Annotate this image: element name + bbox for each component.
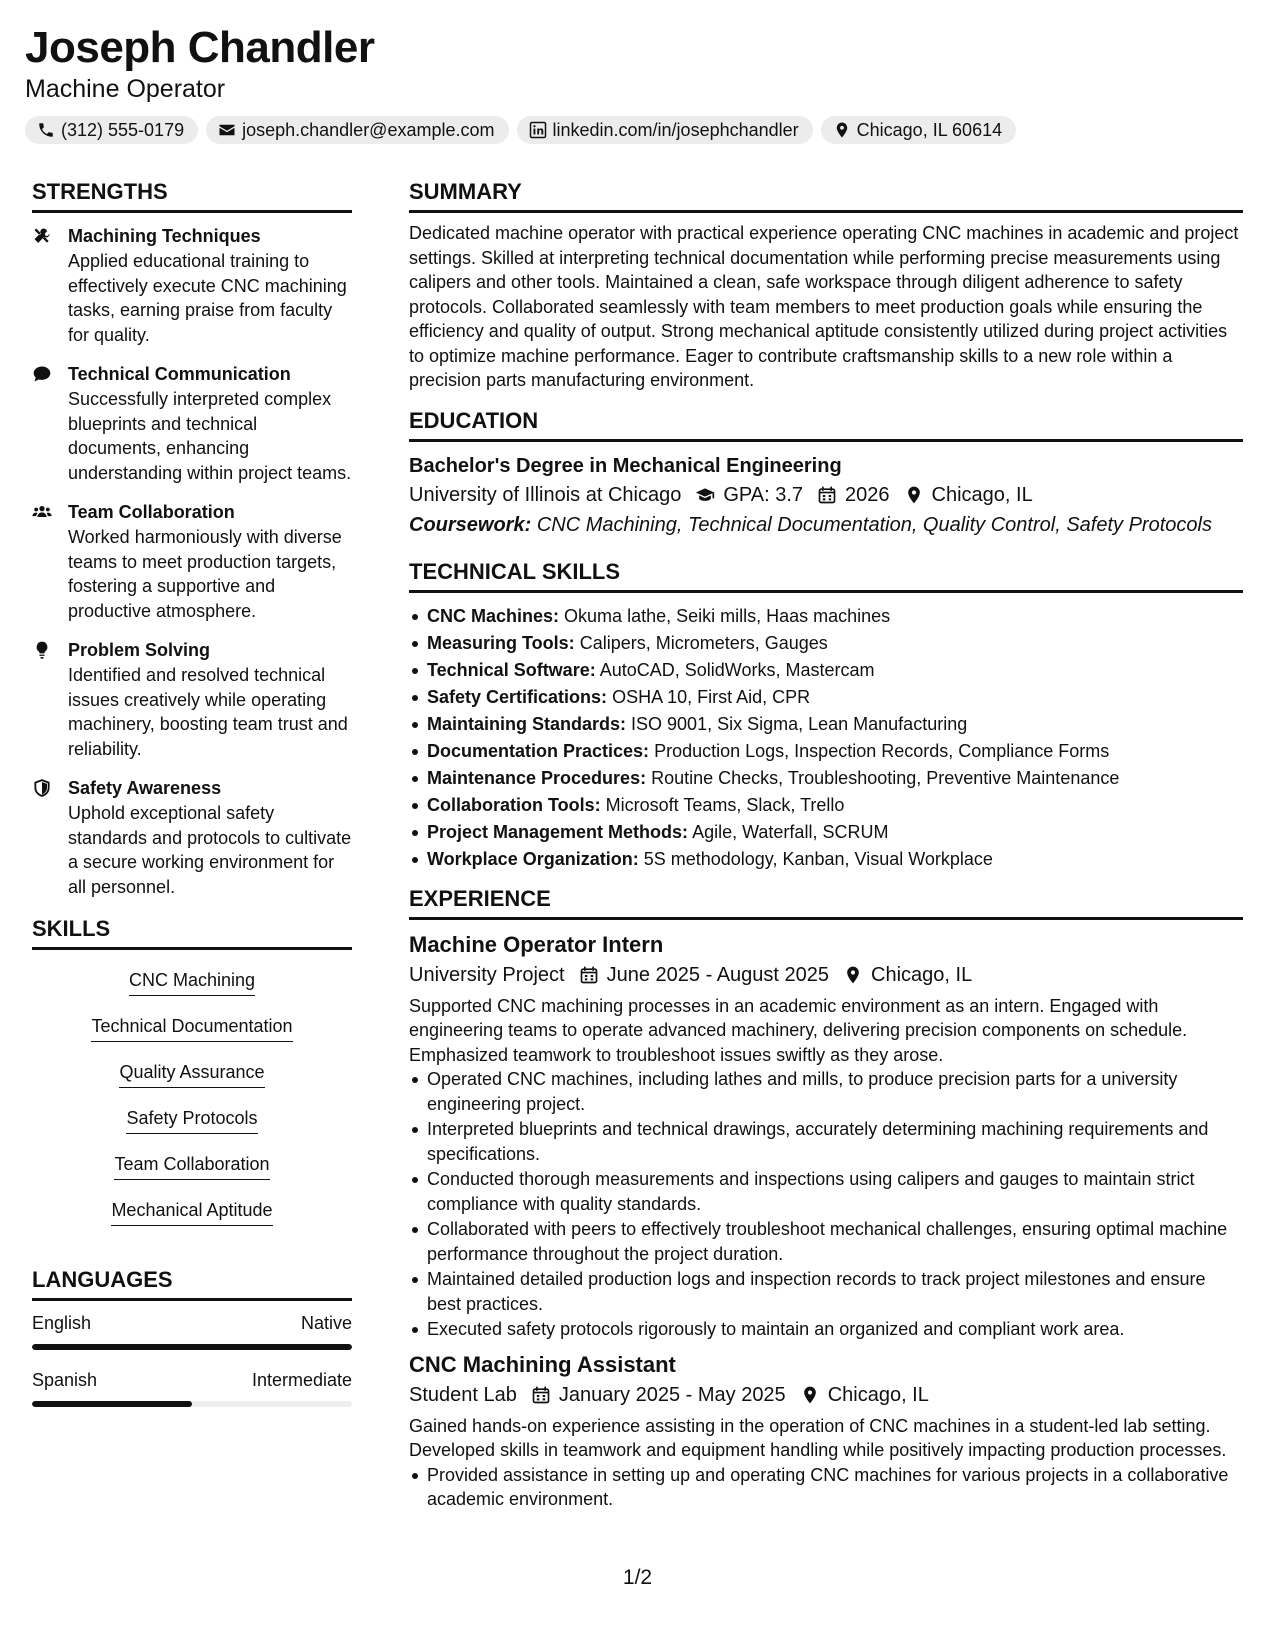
language-name: English — [32, 1313, 92, 1333]
skills-list — [32, 960, 352, 1236]
skill-tag: Technical Documentation — [91, 1013, 292, 1042]
strength-item — [32, 223, 352, 347]
list-item: Interpreted blueprints and technical drawings, accurately determining machining requirements and specifications. — [409, 1117, 1243, 1166]
contact-location[interactable] — [821, 116, 1016, 144]
strength-item — [32, 361, 352, 485]
language-level: Intermediate — [251, 1370, 352, 1390]
language-name: Spanish — [32, 1370, 98, 1390]
coursework — [409, 510, 1243, 540]
strength-desc: Successfully interpreted complex blueprints and technical documents, enhancing understanding within project teams. — [68, 389, 352, 483]
calendar-icon — [579, 965, 599, 985]
job-meta — [409, 1380, 1243, 1410]
strength-desc: Uphold exceptional safety standards and protocols to cultivate a secure working environment for all personnel. — [68, 803, 352, 897]
list-item: Measuring Tools: Calipers, Micrometers, Gauges — [409, 630, 1243, 657]
list-item: Documentation Practices: Production Logs, Inspection Records, Compliance Forms — [409, 738, 1243, 765]
education-location: Chicago, IL — [931, 483, 1033, 506]
list-item: Maintenance Procedures: Routine Checks, Troubleshooting, Preventive Maintenance — [409, 765, 1243, 792]
coursework-list: CNC Machining, Technical Documentation, Quality Control, Safety Protocols — [536, 513, 1212, 536]
strength-item — [32, 775, 352, 899]
experience-heading: EXPERIENCE — [409, 885, 1243, 920]
linkedin-icon — [529, 121, 547, 139]
skill-tag: Safety Protocols — [126, 1105, 257, 1134]
job-entry — [409, 930, 1243, 1342]
skills-heading: SKILLS — [32, 915, 352, 950]
map-pin-icon — [843, 965, 863, 985]
strength-title: Team Collaboration — [68, 502, 235, 522]
language-proficiency-fill — [32, 1401, 192, 1407]
degree-title: Bachelor's Degree in Mechanical Engineering — [409, 454, 842, 477]
right-column — [409, 178, 1243, 1513]
contact-phone[interactable] — [25, 116, 198, 144]
page-number: 1/2 — [622, 1566, 653, 1589]
strength-desc: Applied educational training to effectively execute CNC machining tasks, earning praise from faculty for quality. — [68, 251, 347, 345]
job-title: CNC Machining Assistant — [409, 1351, 676, 1377]
strengths-heading: STRENGTHS — [32, 178, 352, 213]
school-name: University of Illinois at Chicago — [409, 483, 682, 506]
job-dates: January 2025 - May 2025 — [558, 1383, 786, 1406]
language-proficiency-bar — [32, 1401, 352, 1407]
resume-header — [25, 22, 1250, 144]
list-item: Maintaining Standards: ISO 9001, Six Sigma, Lean Manufacturing — [409, 711, 1243, 738]
education-heading: EDUCATION — [409, 407, 1243, 442]
list-item: Provided assistance in setting up and operating CNC machines for various projects in a collaborative academic environment. — [409, 1463, 1243, 1512]
calendar-icon — [531, 1385, 551, 1405]
language-item — [32, 1368, 352, 1407]
phone-icon — [37, 121, 55, 139]
shield-icon — [32, 778, 52, 798]
job-bullets — [409, 1463, 1243, 1512]
contact-email-text: joseph.chandler@example.com — [242, 120, 495, 140]
summary-heading: SUMMARY — [409, 178, 1243, 213]
education-meta — [409, 480, 1243, 510]
skill-tag: CNC Machining — [129, 967, 255, 996]
graduation-cap-icon — [695, 485, 715, 505]
job-entry — [409, 1350, 1243, 1512]
job-org: Student Lab — [409, 1383, 517, 1406]
contact-bar — [25, 116, 1250, 144]
job-meta — [409, 960, 1243, 990]
job-summary: Gained hands-on experience assisting in the operation of CNC machines in a student-led lab setting. Developed skills in teamwork and equipment handling while positively impacting production processes. — [409, 1415, 1227, 1460]
map-pin-icon — [833, 121, 851, 139]
users-icon — [32, 502, 52, 522]
map-pin-icon — [904, 485, 924, 505]
job-bullets — [409, 1067, 1243, 1342]
list-item: Technical Software: AutoCAD, SolidWorks, Mastercam — [409, 657, 1243, 684]
contact-phone-text: (312) 555-0179 — [61, 120, 185, 140]
contact-linkedin-text: linkedin.com/in/josephchandler — [552, 120, 799, 140]
left-column — [32, 178, 352, 1425]
strength-desc: Worked harmoniously with diverse teams to meet production targets, fostering a supportive and productive atmosphere. — [68, 527, 342, 621]
list-item: Collaboration Tools: Microsoft Teams, Slack, Trello — [409, 792, 1243, 819]
contact-email[interactable] — [206, 116, 508, 144]
strength-item — [32, 637, 352, 761]
strength-item — [32, 499, 352, 623]
strength-title: Problem Solving — [68, 640, 211, 660]
list-item: Safety Certifications: OSHA 10, First Aid, CPR — [409, 684, 1243, 711]
list-item: Operated CNC machines, including lathes and mills, to produce precision parts for a university engineering project. — [409, 1067, 1243, 1116]
technical-skills-list — [409, 603, 1243, 873]
skill-tag: Mechanical Aptitude — [111, 1197, 272, 1226]
skill-tag: Quality Assurance — [119, 1059, 264, 1088]
list-item: Maintained detailed production logs and inspection records to track project milestones and ensure best practices. — [409, 1267, 1243, 1316]
language-proficiency-bar — [32, 1344, 352, 1350]
technical-skills-heading: TECHNICAL SKILLS — [409, 558, 1243, 593]
contact-location-text: Chicago, IL 60614 — [856, 120, 1003, 140]
list-item: Workplace Organization: 5S methodology, Kanban, Visual Workplace — [409, 846, 1243, 873]
strength-title: Machining Techniques — [68, 226, 261, 246]
graduation-year: 2026 — [845, 483, 890, 506]
list-item: CNC Machines: Okuma lathe, Seiki mills, Haas machines — [409, 603, 1243, 630]
speech-bubble-icon — [32, 364, 52, 384]
map-pin-icon — [800, 1385, 820, 1405]
gpa: GPA: 3.7 — [723, 483, 804, 506]
coursework-label: Coursework: — [409, 513, 532, 536]
strength-title: Safety Awareness — [68, 778, 222, 798]
job-title: Machine Operator Intern — [409, 931, 664, 957]
language-item — [32, 1311, 352, 1350]
job-location: Chicago, IL — [871, 963, 973, 986]
tools-icon — [32, 226, 52, 246]
candidate-name: Joseph Chandler — [25, 23, 375, 72]
list-item: Project Management Methods: Agile, Waterfall, SCRUM — [409, 819, 1243, 846]
job-org: University Project — [409, 963, 565, 986]
list-item: Collaborated with peers to effectively troubleshoot mechanical challenges, ensuring optimal machine performance throughout the project duration. — [409, 1217, 1243, 1266]
list-item: Executed safety protocols rigorously to maintain an organized and compliant work area. — [409, 1317, 1243, 1342]
strength-desc: Identified and resolved technical issues creatively while operating machinery, boosting team trust and reliability. — [68, 665, 348, 759]
summary-text: Dedicated machine operator with practical experience operating CNC machines in academic and project settings. Skilled at interpreting technical documentation while performing precise measurements using calipers and other tools. Maintained a clean, safe workspace through diligent adherence to safety protocols. Collaborated seamlessly with team members to meet production goals while ensuring the efficiency and quality of output. Strong mechanical aptitude consistently utilized during project activities to optimize machine performance. Eager to contribute craftsmanship skills to a new role within a precision parts manufacturing environment. — [409, 223, 1239, 390]
languages-heading: LANGUAGES — [32, 1266, 352, 1301]
candidate-title: Machine Operator — [25, 75, 226, 103]
language-proficiency-fill — [32, 1344, 352, 1350]
calendar-icon — [817, 485, 837, 505]
job-summary: Supported CNC machining processes in an academic environment as an intern. Engaged with engineering teams to operate advanced machinery, delivering precision components on schedule. Emphasized teamwork to troubleshoot issues swiftly as they arose. — [409, 995, 1188, 1065]
strength-title: Technical Communication — [68, 364, 291, 384]
job-location: Chicago, IL — [827, 1383, 929, 1406]
list-item: Conducted thorough measurements and inspections using calipers and gauges to maintain strict compliance with quality standards. — [409, 1167, 1243, 1216]
contact-linkedin[interactable] — [517, 116, 813, 144]
job-dates: June 2025 - August 2025 — [606, 963, 830, 986]
lightbulb-icon — [32, 640, 52, 660]
skill-tag: Team Collaboration — [114, 1151, 269, 1180]
language-level: Native — [300, 1313, 352, 1333]
envelope-icon — [218, 121, 236, 139]
